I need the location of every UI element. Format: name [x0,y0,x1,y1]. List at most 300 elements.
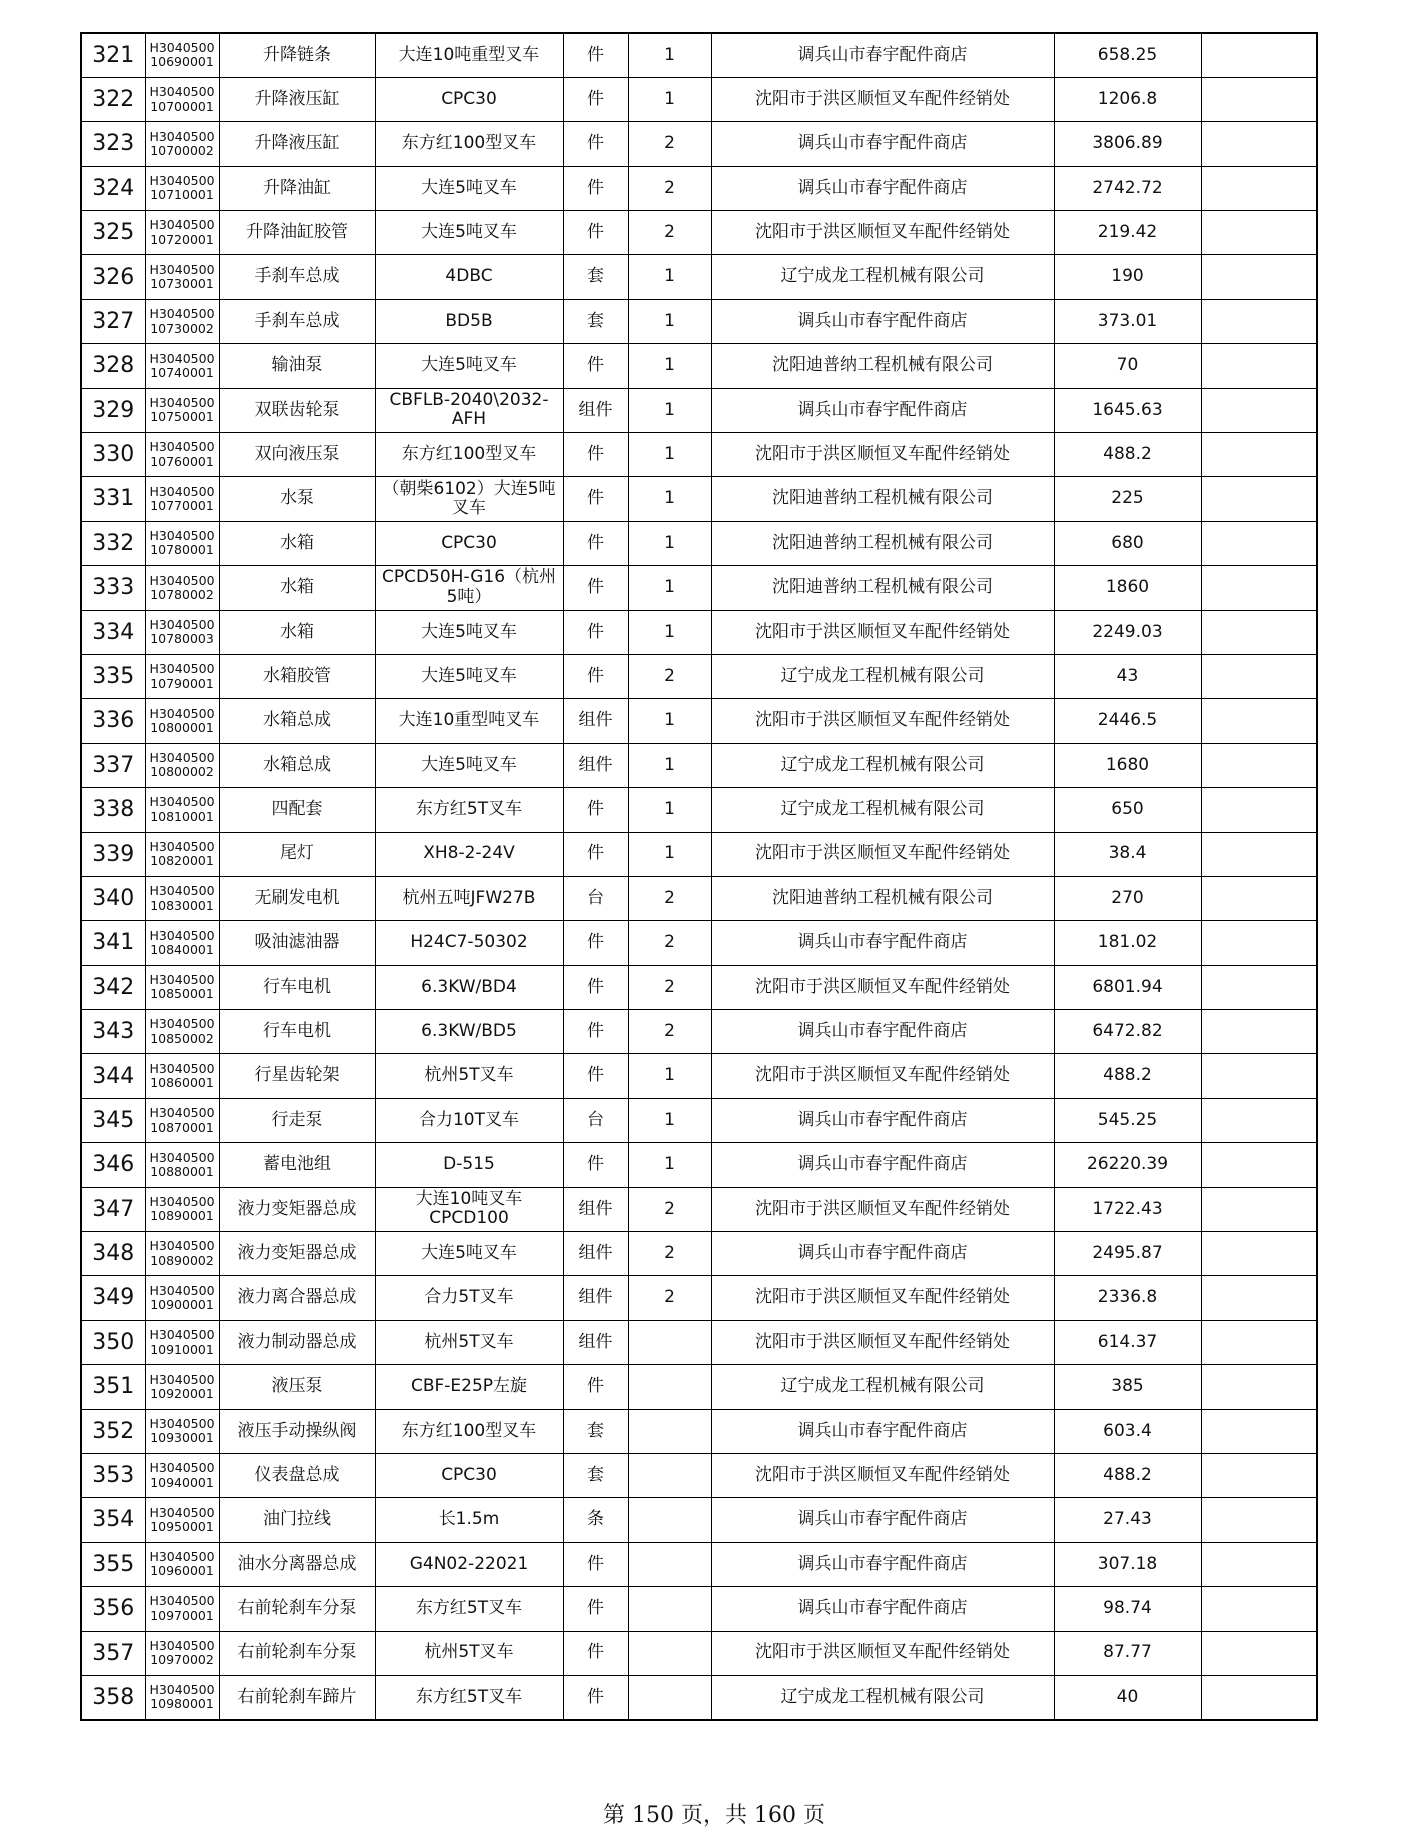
quantity-cell: 1 [628,521,711,565]
material-code-prefix: H3040500 [149,1504,215,1520]
material-code-prefix: H3040500 [149,40,215,56]
row-number-cell: 347 [81,1187,145,1231]
unit-cell: 件 [563,610,628,654]
material-code-cell [145,1675,219,1719]
material-code-prefix: H3040500 [149,84,215,100]
remark-cell [1201,255,1317,299]
unit-cell: 件 [563,433,628,477]
quantity-cell: 1 [628,255,711,299]
part-name-cell: 水箱总成 [219,743,375,787]
row-number-cell: 328 [81,344,145,388]
material-code-suffix: 10820001 [150,853,214,869]
unit-price-cell: 2336.8 [1054,1276,1201,1320]
part-spec-cell: BD5B [375,299,563,343]
table-row [81,566,1317,610]
unit-cell: 件 [563,1631,628,1675]
part-spec-cell: 大连5吨叉车 [375,654,563,698]
supplier-name-cell: 调兵山市春宇配件商店 [711,1587,1054,1631]
remark-cell [1201,876,1317,920]
quantity-cell: 2 [628,965,711,1009]
part-name-cell: 双联齿轮泵 [219,388,375,432]
material-code-prefix: H3040500 [149,483,215,499]
table-row [81,1587,1317,1631]
part-spec-cell: 大连5吨叉车 [375,610,563,654]
unit-price-cell: 40 [1054,1675,1201,1719]
material-code-prefix: H3040500 [149,217,215,233]
quantity-cell: 1 [628,832,711,876]
material-code-prefix: H3040500 [149,838,215,854]
material-code-prefix: H3040500 [149,1460,215,1476]
row-number-cell: 332 [81,521,145,565]
unit-price-cell: 1680 [1054,743,1201,787]
part-name-cell: 油水分离器总成 [219,1542,375,1586]
supplier-name-cell: 沈阳市于洪区顺恒叉车配件经销处 [711,1054,1054,1098]
unit-cell: 件 [563,1010,628,1054]
part-spec-cell: 大连5吨叉车 [375,211,563,255]
unit-price-cell: 3806.89 [1054,122,1201,166]
material-code-prefix: H3040500 [149,794,215,810]
table-row [81,1365,1317,1409]
remark-cell [1201,1675,1317,1719]
material-code-suffix: 10890001 [150,1208,214,1224]
unit-cell: 件 [563,1143,628,1187]
quantity-cell: 2 [628,122,711,166]
supplier-name-cell: 沈阳迪普纳工程机械有限公司 [711,521,1054,565]
table-row [81,1498,1317,1542]
material-code-cell [145,699,219,743]
material-code-prefix: H3040500 [149,350,215,366]
material-code-prefix: H3040500 [149,306,215,322]
quantity-cell [628,1409,711,1453]
quantity-cell: 1 [628,1143,711,1187]
supplier-name-cell: 沈阳市于洪区顺恒叉车配件经销处 [711,1320,1054,1364]
supplier-name-cell: 沈阳市于洪区顺恒叉车配件经销处 [711,1276,1054,1320]
unit-price-cell: 87.77 [1054,1631,1201,1675]
remark-cell [1201,965,1317,1009]
quantity-cell: 1 [628,33,711,77]
remark-cell [1201,388,1317,432]
supplier-name-cell: 沈阳市于洪区顺恒叉车配件经销处 [711,1631,1054,1675]
material-code-suffix: 10800001 [150,720,214,736]
table-row [81,1098,1317,1142]
table-row [81,1143,1317,1187]
part-spec-cell: CPCD50H-G16（杭州5吨） [375,566,563,610]
row-number-cell: 353 [81,1454,145,1498]
quantity-cell: 1 [628,1054,711,1098]
unit-price-cell: 70 [1054,344,1201,388]
quantity-cell: 2 [628,1232,711,1276]
row-number-cell: 329 [81,388,145,432]
supplier-name-cell: 辽宁成龙工程机械有限公司 [711,1675,1054,1719]
part-name-cell: 水箱胶管 [219,654,375,698]
material-code-cell [145,477,219,521]
unit-price-cell: 650 [1054,788,1201,832]
supplier-name-cell: 沈阳市于洪区顺恒叉车配件经销处 [711,1454,1054,1498]
supplier-name-cell: 沈阳市于洪区顺恒叉车配件经销处 [711,610,1054,654]
quantity-cell: 2 [628,211,711,255]
material-code-prefix: H3040500 [149,927,215,943]
material-code-cell [145,1010,219,1054]
row-number-cell: 339 [81,832,145,876]
material-code-suffix: 10780003 [150,631,214,647]
material-code-suffix: 10850001 [150,986,214,1002]
material-code-cell [145,1320,219,1364]
table-row [81,211,1317,255]
remark-cell [1201,654,1317,698]
supplier-name-cell: 调兵山市春宇配件商店 [711,388,1054,432]
supplier-name-cell: 沈阳迪普纳工程机械有限公司 [711,344,1054,388]
part-name-cell: 升降液压缸 [219,122,375,166]
remark-cell [1201,477,1317,521]
quantity-cell: 2 [628,166,711,210]
remark-cell [1201,166,1317,210]
material-code-prefix: H3040500 [149,1149,215,1165]
part-name-cell: 液压泵 [219,1365,375,1409]
part-spec-cell: H24C7-50302 [375,921,563,965]
part-spec-cell: CBFLB-2040\2032-AFH [375,388,563,432]
remark-cell [1201,1498,1317,1542]
part-name-cell: 行车电机 [219,965,375,1009]
table-row [81,388,1317,432]
unit-cell: 台 [563,876,628,920]
unit-cell: 件 [563,166,628,210]
part-name-cell: 仪表盘总成 [219,1454,375,1498]
remark-cell [1201,832,1317,876]
material-code-suffix: 10920001 [150,1385,214,1401]
unit-cell: 件 [563,654,628,698]
remark-cell [1201,1187,1317,1231]
unit-cell: 套 [563,299,628,343]
part-spec-cell: 大连10吨叉车CPCD100 [375,1187,563,1231]
table-row [81,1542,1317,1586]
quantity-cell [628,1542,711,1586]
unit-cell: 条 [563,1498,628,1542]
part-name-cell: 行走泵 [219,1098,375,1142]
row-number-cell: 341 [81,921,145,965]
material-code-cell [145,388,219,432]
supplier-name-cell: 辽宁成龙工程机械有限公司 [711,1365,1054,1409]
quantity-cell: 2 [628,1010,711,1054]
remark-cell [1201,1143,1317,1187]
unit-price-cell: 27.43 [1054,1498,1201,1542]
quantity-cell: 1 [628,699,711,743]
row-number-cell: 323 [81,122,145,166]
material-code-cell [145,654,219,698]
unit-cell: 件 [563,1587,628,1631]
material-code-cell [145,1631,219,1675]
material-code-suffix: 10900001 [150,1297,214,1313]
material-code-suffix: 10980001 [150,1696,214,1712]
part-spec-cell: （朝柴6102）大连5吨叉车 [375,477,563,521]
part-spec-cell: 东方红5T叉车 [375,1675,563,1719]
unit-price-cell: 2742.72 [1054,166,1201,210]
table-row [81,477,1317,521]
material-code-cell [145,832,219,876]
quantity-cell: 1 [628,477,711,521]
material-code-cell [145,33,219,77]
part-name-cell: 四配套 [219,788,375,832]
remark-cell [1201,1631,1317,1675]
parts-table-body [81,33,1317,1720]
unit-price-cell: 26220.39 [1054,1143,1201,1187]
remark-cell [1201,1409,1317,1453]
unit-price-cell: 1645.63 [1054,388,1201,432]
material-code-suffix: 10690001 [150,54,214,70]
material-code-prefix: H3040500 [149,394,215,410]
material-code-suffix: 10700001 [150,98,214,114]
unit-price-cell: 190 [1054,255,1201,299]
unit-price-cell: 270 [1054,876,1201,920]
quantity-cell: 2 [628,921,711,965]
table-row [81,832,1317,876]
table-row [81,1675,1317,1719]
material-code-cell [145,1098,219,1142]
quantity-cell [628,1365,711,1409]
material-code-suffix: 10850002 [150,1030,214,1046]
material-code-suffix: 10730001 [150,276,214,292]
part-spec-cell: 杭州5T叉车 [375,1054,563,1098]
row-number-cell: 354 [81,1498,145,1542]
material-code-prefix: H3040500 [149,439,215,455]
material-code-suffix: 10910001 [150,1341,214,1357]
remark-cell [1201,299,1317,343]
quantity-cell: 1 [628,1098,711,1142]
supplier-name-cell: 调兵山市春宇配件商店 [711,166,1054,210]
material-code-cell [145,566,219,610]
unit-price-cell: 680 [1054,521,1201,565]
part-spec-cell: D-515 [375,1143,563,1187]
unit-cell: 件 [563,921,628,965]
part-name-cell: 水泵 [219,477,375,521]
supplier-name-cell: 调兵山市春宇配件商店 [711,33,1054,77]
row-number-cell: 349 [81,1276,145,1320]
supplier-name-cell: 调兵山市春宇配件商店 [711,1542,1054,1586]
row-number-cell: 351 [81,1365,145,1409]
unit-cell: 组件 [563,699,628,743]
material-code-prefix: H3040500 [149,1415,215,1431]
material-code-suffix: 10780001 [150,542,214,558]
unit-price-cell: 1206.8 [1054,77,1201,121]
supplier-name-cell: 调兵山市春宇配件商店 [711,1232,1054,1276]
supplier-name-cell: 沈阳迪普纳工程机械有限公司 [711,876,1054,920]
material-code-cell [145,1276,219,1320]
unit-cell: 件 [563,344,628,388]
remark-cell [1201,77,1317,121]
unit-price-cell: 658.25 [1054,33,1201,77]
unit-cell: 件 [563,788,628,832]
unit-price-cell: 385 [1054,1365,1201,1409]
quantity-cell: 1 [628,344,711,388]
part-spec-cell: 大连5吨叉车 [375,166,563,210]
part-spec-cell: CPC30 [375,1454,563,1498]
material-code-cell [145,1054,219,1098]
table-row [81,1631,1317,1675]
part-spec-cell: XH8-2-24V [375,832,563,876]
material-code-cell [145,344,219,388]
part-spec-cell: 合力5T叉车 [375,1276,563,1320]
table-row [81,122,1317,166]
part-spec-cell: 杭州五吨JFW27B [375,876,563,920]
unit-price-cell: 614.37 [1054,1320,1201,1364]
quantity-cell: 1 [628,77,711,121]
part-spec-cell: 大连5吨叉车 [375,1232,563,1276]
material-code-suffix: 10950001 [150,1519,214,1535]
supplier-name-cell: 调兵山市春宇配件商店 [711,122,1054,166]
material-code-prefix: H3040500 [149,883,215,899]
table-row [81,654,1317,698]
part-name-cell: 右前轮刹车分泵 [219,1631,375,1675]
part-name-cell: 右前轮刹车蹄片 [219,1675,375,1719]
part-spec-cell: CPC30 [375,521,563,565]
part-name-cell: 液压手动操纵阀 [219,1409,375,1453]
table-row [81,788,1317,832]
row-number-cell: 352 [81,1409,145,1453]
material-code-suffix: 10730002 [150,320,214,336]
unit-price-cell: 219.42 [1054,211,1201,255]
part-name-cell: 右前轮刹车分泵 [219,1587,375,1631]
remark-cell [1201,610,1317,654]
unit-cell: 组件 [563,388,628,432]
unit-cell: 件 [563,122,628,166]
row-number-cell: 331 [81,477,145,521]
remark-cell [1201,211,1317,255]
quantity-cell: 2 [628,1187,711,1231]
supplier-name-cell: 沈阳市于洪区顺恒叉车配件经销处 [711,965,1054,1009]
material-code-cell [145,521,219,565]
material-code-prefix: H3040500 [149,1549,215,1565]
part-spec-cell: 东方红100型叉车 [375,1409,563,1453]
quantity-cell: 1 [628,388,711,432]
row-number-cell: 325 [81,211,145,255]
material-code-cell [145,77,219,121]
material-code-prefix: H3040500 [149,1016,215,1032]
part-spec-cell: G4N02-22021 [375,1542,563,1586]
unit-cell: 组件 [563,743,628,787]
remark-cell [1201,743,1317,787]
unit-price-cell: 6801.94 [1054,965,1201,1009]
material-code-cell [145,1498,219,1542]
material-code-suffix: 10810001 [150,808,214,824]
unit-cell: 件 [563,965,628,1009]
table-row [81,610,1317,654]
part-spec-cell: 东方红5T叉车 [375,1587,563,1631]
material-code-suffix: 10800002 [150,764,214,780]
part-name-cell: 水箱 [219,521,375,565]
material-code-cell [145,788,219,832]
material-code-prefix: H3040500 [149,705,215,721]
row-number-cell: 334 [81,610,145,654]
supplier-name-cell: 调兵山市春宇配件商店 [711,1098,1054,1142]
unit-cell: 件 [563,1675,628,1719]
row-number-cell: 330 [81,433,145,477]
unit-cell: 组件 [563,1276,628,1320]
supplier-name-cell: 辽宁成龙工程机械有限公司 [711,788,1054,832]
row-number-cell: 337 [81,743,145,787]
row-number-cell: 342 [81,965,145,1009]
part-spec-cell: 4DBC [375,255,563,299]
table-row [81,965,1317,1009]
material-code-prefix: H3040500 [149,1593,215,1609]
material-code-cell [145,255,219,299]
quantity-cell: 2 [628,876,711,920]
material-code-prefix: H3040500 [149,528,215,544]
supplier-name-cell: 辽宁成龙工程机械有限公司 [711,743,1054,787]
unit-cell: 件 [563,77,628,121]
unit-cell: 组件 [563,1320,628,1364]
remark-cell [1201,344,1317,388]
part-name-cell: 手刹车总成 [219,255,375,299]
supplier-name-cell: 沈阳市于洪区顺恒叉车配件经销处 [711,832,1054,876]
part-name-cell: 水箱总成 [219,699,375,743]
table-row [81,166,1317,210]
material-code-prefix: H3040500 [149,616,215,632]
row-number-cell: 321 [81,33,145,77]
part-spec-cell: 东方红100型叉车 [375,122,563,166]
supplier-name-cell: 沈阳迪普纳工程机械有限公司 [711,566,1054,610]
material-code-prefix: H3040500 [149,1282,215,1298]
unit-price-cell: 6472.82 [1054,1010,1201,1054]
material-code-prefix: H3040500 [149,1327,215,1343]
quantity-cell [628,1320,711,1364]
material-code-suffix: 10740001 [150,364,214,380]
material-code-cell [145,610,219,654]
part-spec-cell: 东方红100型叉车 [375,433,563,477]
row-number-cell: 333 [81,566,145,610]
material-code-prefix: H3040500 [149,1193,215,1209]
table-row [81,1010,1317,1054]
unit-cell: 件 [563,1054,628,1098]
remark-cell [1201,921,1317,965]
unit-cell: 组件 [563,1187,628,1231]
unit-price-cell: 43 [1054,654,1201,698]
row-number-cell: 322 [81,77,145,121]
material-code-prefix: H3040500 [149,1637,215,1653]
part-spec-cell: CBF-E25P左旋 [375,1365,563,1409]
material-code-cell [145,921,219,965]
material-code-suffix: 10750001 [150,409,214,425]
part-name-cell: 液力变矩器总成 [219,1187,375,1231]
part-name-cell: 升降油缸 [219,166,375,210]
row-number-cell: 340 [81,876,145,920]
table-row [81,1232,1317,1276]
unit-cell: 件 [563,566,628,610]
row-number-cell: 355 [81,1542,145,1586]
material-code-cell [145,1187,219,1231]
part-spec-cell: 大连10重型吨叉车 [375,699,563,743]
material-code-cell [145,876,219,920]
unit-price-cell: 1860 [1054,566,1201,610]
material-code-suffix: 10760001 [150,453,214,469]
part-name-cell: 双向液压泵 [219,433,375,477]
row-number-cell: 327 [81,299,145,343]
remark-cell [1201,1454,1317,1498]
part-name-cell: 升降油缸胶管 [219,211,375,255]
material-code-prefix: H3040500 [149,1682,215,1698]
part-name-cell: 油门拉线 [219,1498,375,1542]
supplier-name-cell: 调兵山市春宇配件商店 [711,1143,1054,1187]
material-code-prefix: H3040500 [149,750,215,766]
remark-cell [1201,33,1317,77]
material-code-cell [145,122,219,166]
row-number-cell: 357 [81,1631,145,1675]
part-name-cell: 行星齿轮架 [219,1054,375,1098]
material-code-suffix: 10970001 [150,1607,214,1623]
part-name-cell: 输油泵 [219,344,375,388]
supplier-name-cell: 沈阳市于洪区顺恒叉车配件经销处 [711,1187,1054,1231]
row-number-cell: 338 [81,788,145,832]
unit-cell: 件 [563,33,628,77]
supplier-name-cell: 沈阳迪普纳工程机械有限公司 [711,477,1054,521]
